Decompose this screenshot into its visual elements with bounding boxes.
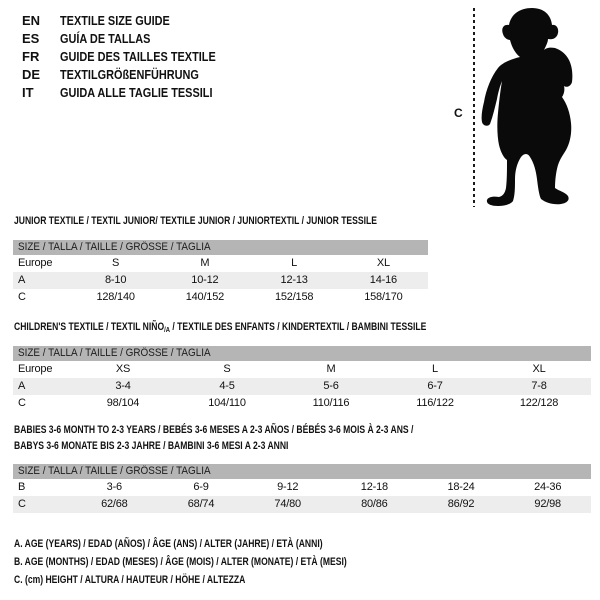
height-cell: 116/122: [416, 397, 454, 409]
height-cell: 92/98: [534, 498, 561, 510]
row-label: C: [18, 397, 26, 409]
language-row-it: [22, 84, 245, 102]
row-label: C: [18, 291, 26, 303]
age-cell: 18-24: [447, 481, 475, 493]
height-cell: 152/158: [274, 291, 314, 303]
language-row-es: [22, 30, 245, 48]
height-cell: 80/86: [361, 498, 388, 510]
age-cell: 5-6: [323, 380, 339, 392]
size-cell: XS: [115, 363, 131, 375]
size-cell: M: [326, 363, 336, 375]
age-cell: 12-18: [360, 481, 388, 493]
language-row-fr: [22, 48, 245, 66]
age-cell: 14-16: [369, 274, 397, 286]
table-row: [13, 378, 591, 395]
junior-size-table: [13, 240, 428, 306]
age-cell: 3-4: [115, 380, 131, 392]
age-cell: 9-12: [277, 481, 299, 493]
footnote-c: [14, 571, 441, 589]
children-section-title: [14, 321, 543, 334]
size-header-bar: [13, 464, 591, 479]
footnote-a-text: A. AGE (YEARS) / EDAD (AÑOS) / ÂGE (ANS) / ALTER (JAHRE) / ETÀ (ANNI): [14, 538, 323, 550]
table-row: [13, 395, 591, 412]
language-code: FR: [22, 49, 40, 64]
size-cell: M: [200, 257, 210, 269]
height-cell: 62/68: [101, 498, 128, 510]
age-cell: 12-13: [280, 274, 308, 286]
footnote-c-text: C. (cm) HEIGHT / ALTURA / HAUTEUR / HÖHE / ALTEZZA: [14, 574, 246, 586]
row-label: A: [18, 274, 26, 286]
language-title: GUÍA DE TALLAS: [60, 31, 151, 46]
table-row: [13, 289, 428, 306]
babies-section-title-line1: [14, 424, 526, 437]
table-row: [13, 479, 591, 496]
junior-section-title: [14, 215, 479, 228]
size-cell: S: [112, 257, 120, 269]
language-title: GUIDA ALLE TAGLIE TESSILI: [60, 85, 213, 100]
size-header-bar: [13, 240, 428, 255]
title-pre: CHILDREN'S TEXTILE / TEXTIL NIÑO: [14, 321, 165, 333]
height-cell: 158/170: [364, 291, 403, 303]
height-cell: 110/116: [312, 397, 350, 409]
size-cell: L: [432, 363, 438, 375]
language-title: TEXTILGRÖßENFÜHRUNG: [60, 67, 199, 82]
footnote-a: [14, 535, 441, 553]
size-cell: S: [223, 363, 231, 375]
language-row-de: [22, 66, 245, 84]
language-title: TEXTILE SIZE GUIDE: [60, 13, 170, 28]
toddler-silhouette-icon: [478, 5, 578, 210]
size-cell: XL: [376, 257, 390, 269]
table-row: [13, 361, 591, 378]
title-sub: /A: [164, 325, 170, 334]
babies-title-text-line2: BABYS 3-6 MONATE BIS 2-3 JAHRE / BAMBINI 3-6 MESI A 2-3 ANNI: [14, 440, 289, 452]
table-row: [13, 272, 428, 289]
height-cell: 86/92: [447, 498, 475, 510]
babies-size-table: [13, 464, 591, 513]
babies-section-title-line2: [14, 440, 366, 453]
height-measure-dashed-line: [473, 8, 475, 207]
height-cell: 74/80: [274, 498, 301, 510]
language-code: DE: [22, 67, 41, 82]
height-cell: 98/104: [106, 397, 140, 409]
junior-section-title-text: JUNIOR TEXTILE / TEXTIL JUNIOR/ TEXTILE JUNIOR / JUNIORTEXTIL / JUNIOR TESSILE: [14, 215, 377, 227]
row-label: C: [18, 498, 26, 510]
row-label: Europe: [18, 257, 53, 269]
table-row: [13, 255, 428, 272]
size-header-bar: [13, 346, 591, 361]
size-header-text: SIZE / TALLA / TAILLE / GRÖSSE / TAGLIA: [18, 465, 211, 477]
height-cell: 128/140: [96, 291, 135, 303]
language-title-list: [22, 12, 245, 102]
age-cell: 3-6: [106, 481, 122, 493]
age-cell: 8-10: [105, 274, 127, 286]
language-code: EN: [22, 13, 41, 28]
language-row-en: [22, 12, 245, 30]
table-row: [13, 496, 591, 513]
age-cell: 10-12: [191, 274, 219, 286]
language-code: IT: [22, 85, 34, 100]
size-header-text: SIZE / TALLA / TAILLE / GRÖSSE / TAGLIA: [18, 347, 211, 359]
language-code: ES: [22, 31, 40, 46]
height-measure-label: C: [454, 106, 463, 120]
height-cell: 68/74: [187, 498, 215, 510]
footnote-b-text: B. AGE (MONTHS) / EDAD (MESES) / ÂGE (MOIS) / ALTER (MONATE) / ETÀ (MESI): [14, 556, 347, 568]
language-title: GUIDE DES TAILLES TEXTILE: [60, 49, 216, 64]
age-cell: 6-9: [193, 481, 209, 493]
height-cell: 140/152: [185, 291, 225, 303]
size-header-text: SIZE / TALLA / TAILLE / GRÖSSE / TAGLIA: [18, 241, 211, 253]
children-section-title-text: [14, 321, 426, 334]
age-cell: 4-5: [219, 380, 235, 392]
size-cell: L: [291, 257, 298, 269]
legend-footnotes: [14, 535, 441, 589]
age-cell: 6-7: [427, 380, 443, 392]
footnote-b: [14, 553, 441, 571]
row-label: A: [18, 380, 26, 392]
babies-title-text-line1: BABIES 3-6 MONTH TO 2-3 YEARS / BEBÉS 3-6 MESES A 2-3 AÑOS / BÉBÉS 3-6 MOIS À 2-3 ANS /: [14, 424, 414, 436]
row-label: Europe: [18, 363, 53, 375]
children-size-table: [13, 346, 591, 412]
age-cell: 7-8: [531, 380, 547, 392]
age-cell: 24-36: [534, 481, 562, 493]
row-label: B: [18, 481, 26, 493]
height-cell: 122/128: [519, 397, 559, 409]
title-post: / TEXTILE DES ENFANTS / KINDERTEXTIL / BAMBINI TESSILE: [169, 321, 427, 333]
size-cell: XL: [532, 363, 546, 375]
height-cell: 104/110: [208, 397, 246, 409]
